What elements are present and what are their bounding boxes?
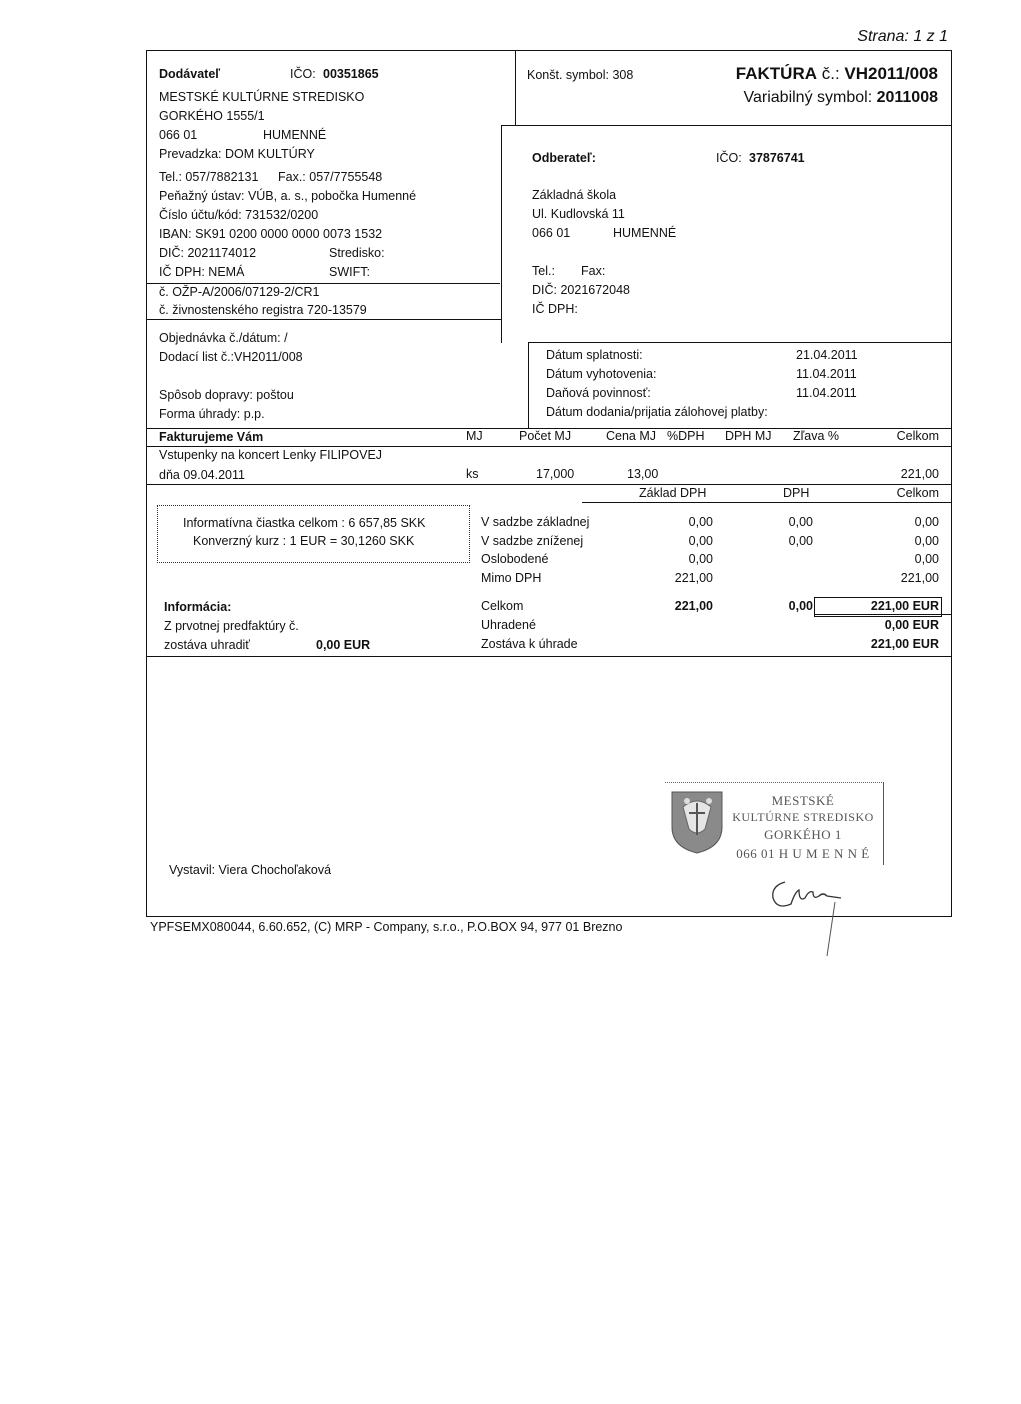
vat-row-label: V sadzbe zníženej <box>481 534 584 548</box>
issue-date-label: Dátum vyhotovenia: <box>546 367 657 381</box>
page-indicator: Strana: 1 z 1 <box>857 28 948 45</box>
customer-city: HUMENNÉ <box>613 226 677 240</box>
stamp-line-1: MESTSKÉ <box>771 793 835 808</box>
divider-customer-left <box>501 125 502 343</box>
items-header-mj: MJ <box>466 429 483 443</box>
supplier-ic-dph: IČ DPH: NEMÁ <box>159 265 245 279</box>
remaining-amount: 221,00 EUR <box>870 637 939 651</box>
company-stamp <box>665 782 884 865</box>
variable-symbol-value: 2011008 <box>876 89 938 106</box>
supplier-facility: Prevadzka: DOM KULTÚRY <box>159 147 315 161</box>
supplier-zip: 066 01 <box>159 128 198 142</box>
invoice-number: VH2011/008 <box>844 64 938 83</box>
item-total: 221,00 <box>900 467 939 481</box>
invoice-title-prefix: FAKTÚRA <box>735 64 817 83</box>
stamp-line-4: 066 01 H U M E N N É <box>736 846 870 861</box>
payment-method: Forma úhrady: p.p. <box>159 407 265 421</box>
coat-of-arms-icon <box>669 789 725 855</box>
vat-row-base: 221,00 <box>674 571 713 585</box>
supplier-registry: č. živnostenského registra 720-13579 <box>159 303 367 317</box>
customer-dic: DIČ: 2021672048 <box>532 283 630 297</box>
supplier-name: MESTSKÉ KULTÚRNE STREDISKO <box>159 90 365 104</box>
supplier-phone: Tel.: 057/7882131 <box>159 170 259 184</box>
frame-top <box>146 50 952 51</box>
divider-dates-top <box>528 342 951 343</box>
supplier-ico-label: IČO: <box>290 67 316 81</box>
vat-header-base: Základ DPH <box>639 486 707 500</box>
vat-row-label: V sadzbe základnej <box>481 515 590 529</box>
variable-symbol <box>744 89 939 107</box>
variable-symbol-label: Variabilný symbol: <box>743 89 877 106</box>
items-header-discount: Zľava % <box>793 429 840 443</box>
totals-base: 221,00 <box>674 599 713 613</box>
due-date-label: Dátum splatnosti: <box>546 348 643 362</box>
totals-sum-underline <box>814 614 952 615</box>
information-remaining: 0,00 EUR <box>316 638 371 652</box>
customer-street: Ul. Kudlovská 11 <box>532 207 625 221</box>
shipping-method: Spôsob dopravy: poštou <box>159 388 294 402</box>
signature <box>765 868 855 958</box>
information-proforma: Z prvotnej predfaktúry č. <box>164 619 299 633</box>
vat-row-base: 0,00 <box>688 534 713 548</box>
supplier-ozp: č. OŽP-A/2006/07129-2/CR1 <box>159 285 320 299</box>
items-header-desc: Fakturujeme Vám <box>159 430 264 444</box>
info-box-amount: Informatívna čiastka celkom : 6 657,85 SKK <box>183 516 426 530</box>
customer-zip: 066 01 <box>532 226 571 240</box>
stamp-line-3: GORKÉHO 1 <box>764 827 842 842</box>
software-footer: YPFSEMX080044, 6.60.652, (C) MRP - Company, s.r.o., P.O.BOX 94, 977 01 Brezno <box>150 920 623 934</box>
item-desc-line1: Vstupenky na koncert Lenky FILIPOVEJ <box>159 448 383 462</box>
divider-supplier-ozp <box>146 283 500 284</box>
tax-date-label: Daňová povinnosť: <box>546 386 651 400</box>
supplier-account: Číslo účtu/kód: 731532/0200 <box>159 208 319 222</box>
divider-supplier-bottom <box>146 319 501 320</box>
vat-row-label: Oslobodené <box>481 552 549 566</box>
issue-date: 11.04.2011 <box>796 367 857 381</box>
divider-items-header-bottom <box>146 446 952 447</box>
totals-vat: 0,00 <box>788 599 813 613</box>
supplier-fax: Fax.: 057/7755548 <box>278 170 383 184</box>
totals-sum: 221,00 EUR <box>870 599 939 613</box>
item-desc-line2: dňa 09.04.2011 <box>159 468 245 482</box>
divider-dates-left <box>528 342 529 428</box>
customer-label: Odberateľ: <box>532 151 596 165</box>
customer-fax: Fax: <box>581 264 606 278</box>
customer-ico-label: IČO: <box>716 151 742 165</box>
supplier-swift: SWIFT: <box>329 265 370 279</box>
items-header-count: Počet MJ <box>519 429 572 443</box>
item-price: 13,00 <box>627 467 659 481</box>
items-header-total: Celkom <box>896 429 939 443</box>
customer-ic-dph: IČ DPH: <box>532 302 578 316</box>
information-remaining-label: zostáva uhradiť <box>164 638 250 652</box>
supplier-dic: DIČ: 2021174012 <box>159 246 257 260</box>
item-unit: ks <box>466 467 479 481</box>
customer-name: Základná škola <box>532 188 617 202</box>
delivery-note: Dodací list č.:VH2011/008 <box>159 350 303 364</box>
customer-ico: 37876741 <box>749 151 805 165</box>
remaining-label: Zostáva k úhrade <box>481 637 578 651</box>
vat-row-base: 0,00 <box>688 552 713 566</box>
supplier-stredisko: Stredisko: <box>329 246 385 260</box>
konst-symbol: Konšt. symbol: 308 <box>527 68 634 82</box>
items-header-vat-mj: DPH MJ <box>725 429 772 443</box>
divider-vat-header <box>582 502 952 503</box>
supplier-city: HUMENNÉ <box>263 128 327 142</box>
divider-items-bottom <box>146 484 952 485</box>
vat-header-total: Celkom <box>896 486 939 500</box>
due-date: 21.04.2011 <box>796 348 858 362</box>
stamp-line-2: KULTÚRNE STREDISKO <box>732 810 874 824</box>
vat-row-total: 0,00 <box>914 552 939 566</box>
divider-totals-bottom <box>146 656 952 657</box>
divider-header-vertical <box>515 50 516 126</box>
items-header-price: Cena MJ <box>606 429 657 443</box>
info-box <box>157 505 470 563</box>
invoice-title <box>736 64 938 84</box>
supplier-bank: Peňažný ústav: VÚB, a. s., pobočka Humenné <box>159 189 417 203</box>
items-header-vat-pct: %DPH <box>667 429 705 443</box>
vat-row-label: Mimo DPH <box>481 571 542 585</box>
vat-row-vat: 0,00 <box>788 515 813 529</box>
invoice-title-mid: č.: <box>817 64 845 83</box>
paid-amount: 0,00 EUR <box>884 618 939 632</box>
divider-customer-top <box>501 125 951 126</box>
vat-header-vat: DPH <box>783 486 810 500</box>
tax-date: 11.04.2011 <box>796 386 857 400</box>
supplier-iban: IBAN: SK91 0200 0000 0000 0073 1532 <box>159 227 383 241</box>
vat-row-total: 0,00 <box>914 515 939 529</box>
totals-label: Celkom <box>481 599 524 613</box>
paid-label: Uhradené <box>481 618 536 632</box>
vat-row-base: 0,00 <box>688 515 713 529</box>
delivery-date-label: Dátum dodania/prijatia zálohovej platby: <box>546 405 768 419</box>
information-label: Informácia: <box>164 600 232 614</box>
supplier-ico: 00351865 <box>323 67 379 81</box>
vat-row-total: 221,00 <box>900 571 939 585</box>
issued-by: Vystavil: Viera Chochoľaková <box>169 863 332 877</box>
info-box-rate: Konverzný kurz : 1 EUR = 30,1260 SKK <box>193 534 415 548</box>
vat-row-vat: 0,00 <box>788 534 813 548</box>
customer-phone: Tel.: <box>532 264 555 278</box>
vat-row-total: 0,00 <box>914 534 939 548</box>
supplier-label: Dodávateľ <box>159 67 221 81</box>
supplier-street: GORKÉHO 1555/1 <box>159 109 265 123</box>
order-number: Objednávka č./dátum: / <box>159 331 288 345</box>
item-count: 17,000 <box>536 467 575 481</box>
